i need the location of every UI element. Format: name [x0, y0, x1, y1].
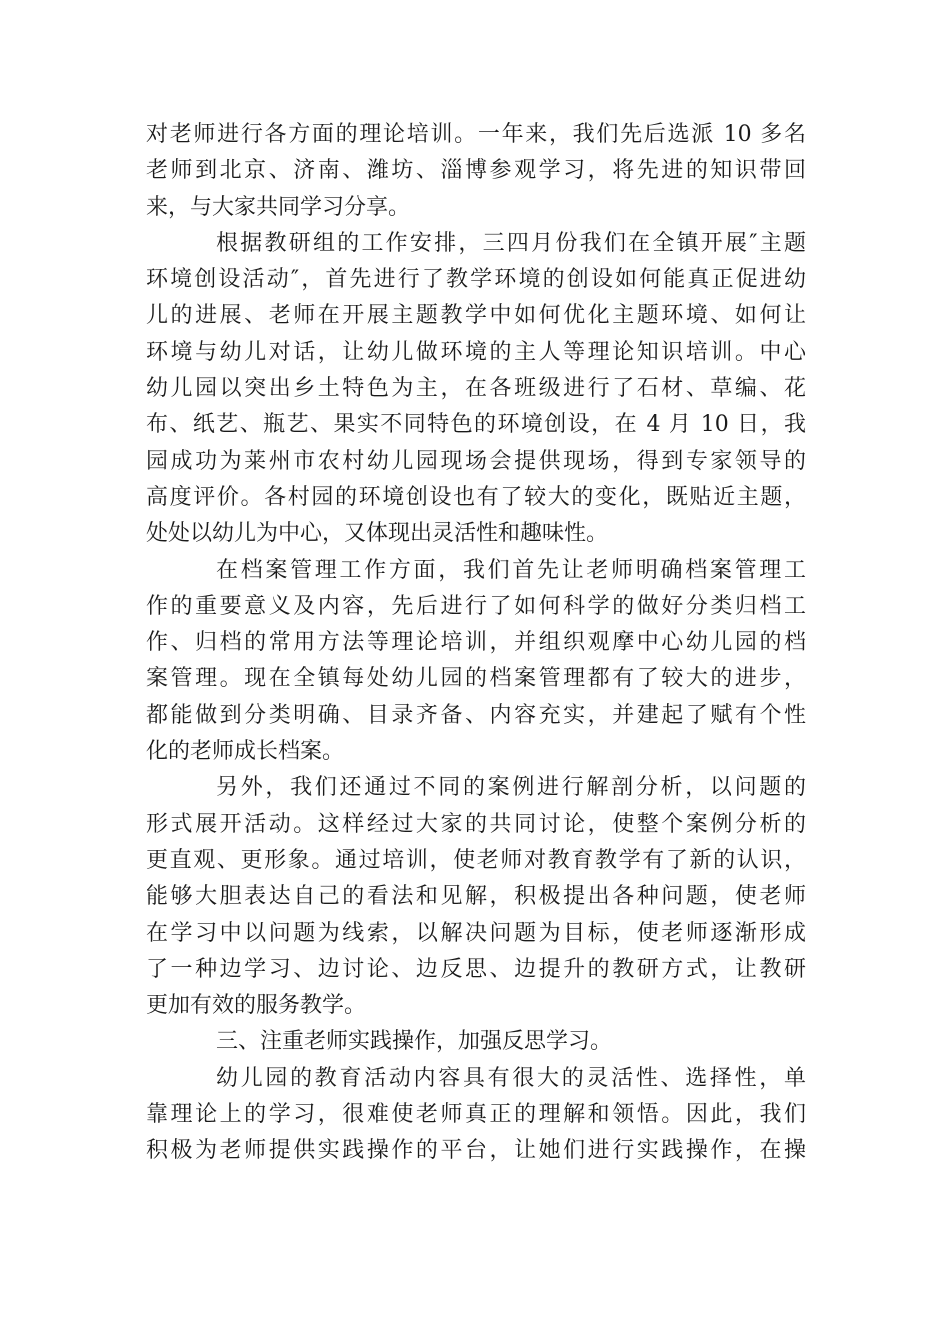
- text-line: 作、归档的常用方法等理论培训，并组织观摩中心幼儿园的档: [146, 630, 806, 656]
- text-line: 园成功为莱州市农村幼儿园现场会提供现场，得到专家领导的: [146, 448, 806, 474]
- text-line: 老师到北京、济南、潍坊、淄博参观学习，将先进的知识带回: [146, 158, 806, 184]
- text-line: 积极为老师提供实践操作的平台，让她们进行实践操作，在操: [146, 1138, 806, 1164]
- text-line: 化的老师成长档案。: [146, 739, 345, 765]
- paragraph: [146, 226, 806, 553]
- text-line: 三、注重老师实践操作，加强反思学习。: [216, 1029, 613, 1055]
- body-text: [146, 117, 806, 1170]
- section-heading: [146, 1024, 806, 1060]
- text-line: 来，与大家共同学习分享。: [146, 194, 411, 220]
- text-line: 作的重要意义及内容，先后进行了如何科学的做好分类归档工: [146, 593, 806, 619]
- text-line: 了一种边学习、边讨论、边反思、边提升的教研方式，让教研: [146, 956, 806, 982]
- text-line: 更加有效的服务教学。: [146, 993, 367, 1019]
- text-line: 对老师进行各方面的理论培训。一年来，我们先后选派 10 多名: [146, 122, 806, 147]
- text-line: 环境与幼儿对话，让幼儿做环境的主人等理论知识培训。中心: [146, 339, 806, 365]
- text-line: 都能做到分类明确、目录齐备、内容充实，并建起了赋有个性: [146, 702, 806, 728]
- text-line: 另外，我们还通过不同的案例进行解剖分析，以问题的: [216, 775, 806, 801]
- text-line: 根据教研组的工作安排，三四月份我们在全镇开展″主题: [216, 230, 806, 256]
- paragraph: [146, 117, 806, 226]
- text-line: 布、纸艺、瓶艺、果实不同特色的环境创设，在 4 月 10 日，我: [146, 412, 806, 438]
- text-line: 能够大胆表达自己的看法和见解，积极提出各种问题，使老师: [146, 884, 806, 910]
- text-line: 处处以幼儿为中心，又体现出灵活性和趣味性。: [146, 521, 609, 547]
- paragraph: [146, 770, 806, 1024]
- text-line: 幼儿园以突出乡土特色为主，在各班级进行了石材、草编、花: [146, 376, 806, 402]
- text-line: 儿的进展、老师在开展主题教学中如何优化主题环境、如何让: [146, 303, 806, 329]
- text-line: 形式展开活动。这样经过大家的共同讨论，使整个案例分析的: [146, 811, 806, 837]
- text-line: 更直观、更形象。通过培训，使老师对教育教学有了新的认识，: [146, 847, 806, 873]
- text-line: 在档案管理工作方面，我们首先让老师明确档案管理工: [216, 557, 806, 583]
- text-line: 幼儿园的教育活动内容具有很大的灵活性、选择性，单: [216, 1065, 806, 1091]
- text-line: 在学习中以问题为线索，以解决问题为目标，使老师逐渐形成: [146, 920, 806, 946]
- paragraph: [146, 1061, 806, 1170]
- text-line: 案管理。现在全镇每处幼儿园的档案管理都有了较大的进步，: [146, 666, 806, 692]
- text-line: 环境创设活动″，首先进行了教学环境的创设如何能真正促进幼: [146, 267, 806, 293]
- text-line: 高度评价。各村园的环境创设也有了较大的变化，既贴近主题，: [146, 484, 806, 510]
- paragraph: [146, 553, 806, 771]
- text-line: 靠理论上的学习，很难使老师真正的理解和领悟。因此，我们: [146, 1102, 806, 1128]
